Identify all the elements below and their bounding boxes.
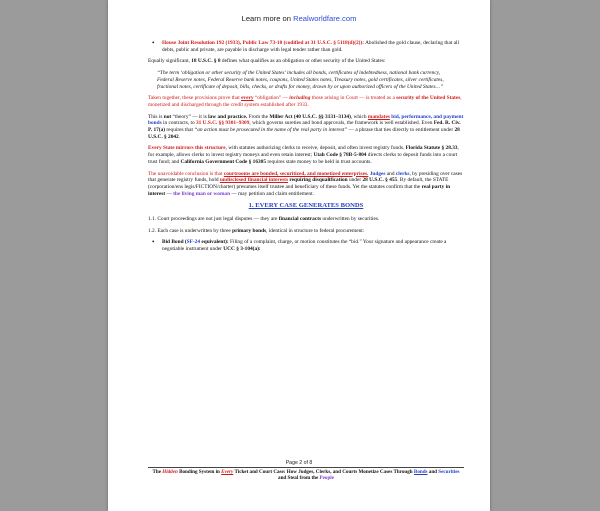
page-content: [148, 40, 464, 258]
bullet-icon: •: [152, 238, 155, 247]
document-page: [108, 0, 490, 511]
list-item-hjr192: [148, 40, 464, 53]
banner-prefix: Learn more on: [241, 14, 294, 23]
paragraph-1-2: 1.2. Each case is underwritten by three primary bonds, identical in structure to federal procurement:: [148, 227, 365, 234]
paragraph-every-state: Every State mirrors this structure, with statutes authorizing clerks to receive, deposit, and often invest registry funds. Florida Statute § 28.33, for example, allows clerks to invest registry moneys and even retain interest; Utah Code § 78B-5-804 directs clerks to deposit funds into a court trust fund; and California Government Code § 16305 requires state money to be held in trust accounts.: [148, 145, 459, 165]
page-number: Page 2 of 8: [285, 460, 313, 466]
footer-title: The Hidden Bonding System in Every Ticket and Court Case: How Judges, Clerks, and Courts Monetize Cases Through Bonds and Securities and Steal from the People: [152, 469, 460, 482]
paragraph-equally: Equally significant, 18 U.S.C. § 8 defines what qualifies as an obligation or other security of the United States:: [148, 58, 386, 65]
footer-divider: [148, 467, 464, 468]
paragraph-conclusion: The unavoidable conclusion is that courtrooms are bonded, securitized, and monetized enterprises. Judges and clerks, by presiding over cases that generate registry funds, hold undisclosed financial interests requiring disqualification under 28 U.S.C. § 455. By default, the STATE (corporation/ens legis/FICTION/charter) presumes itself trustee and beneficiary of these funds. Yet the statutes confirm that the real party in interest — the living man or woman — may petition and claim entitlement.: [148, 170, 463, 197]
paragraph-not-theory: This is not “theory” — it is law and practice. From the Miller Act (40 U.S.C. §§ 3131–3134), which mandates bid, performance, and payment bonds in contracts, to 31 U.S.C. §§ 9301–9309, which governs sureties and bond approvals, the framework is well established. Even Fed. R. Civ. P. 17(a) requires that “an action must be prosecuted in the name of the real party in interest” — a phrase that ties directly to entitlement under 28 U.S.C. § 2042.: [148, 113, 464, 140]
list-item-bid-bond: • Bid Bond (SF-24 equivalent): Filing of a complaint, charge, or motion constitutes the “bid.” Your signature and appearance create a negotiable instrument under UCC § 3-104(a):: [152, 238, 447, 253]
banner-link[interactable]: Realworldfare.com: [293, 14, 357, 23]
section-heading: 1. EVERY CASE GENERATES BONDS: [248, 202, 364, 210]
paragraph-taken-together: Taken together, these provisions prove that every “obligation” — including those arising in Court — is treated as a security of the United States, monetized and discharged through the credit system established after 1933.: [148, 95, 462, 108]
bullet-icon: •: [152, 39, 155, 47]
hjr192-text: Abolished the gold clause, declaring that all debts, public and private, are payable in discharge with legal tender rather than gold.: [162, 40, 460, 53]
statute-quote: “The term ‘obligation or other security of the United States’ includes all bonds, certificates of indebtedness, national bank currency, Federal Reserve notes, Federal Reserve bank notes, coupons, United States notes, Treasury notes, gold certificates, silver certificates, fractional notes, certificate of deposit, bills, checks, or drafts for money, drawn by or upon authorized officers of the United States…”: [157, 70, 444, 90]
banner: [108, 14, 490, 23]
paragraph-1-1: 1.1. Court proceedings are not just legal disputes — they are financial contracts underwritten by securities.: [148, 216, 380, 223]
hjr192-heading: House Joint Resolution 192 (1933), Public Law 73-10 (codified at 31 U.S.C. § 5118(d)(2)):: [162, 40, 365, 46]
